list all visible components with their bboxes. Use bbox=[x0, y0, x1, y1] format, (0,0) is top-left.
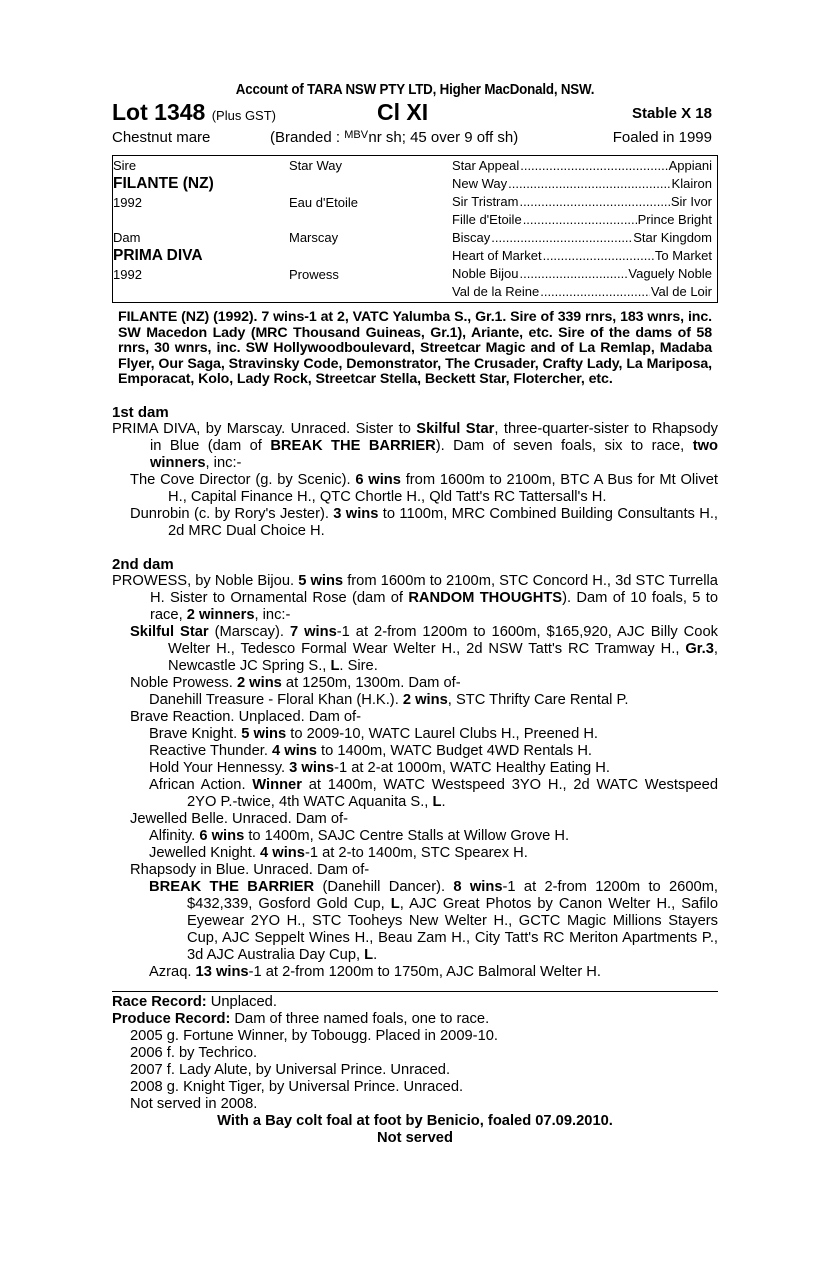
race-record bbox=[112, 994, 718, 1011]
black-type: L bbox=[330, 657, 340, 674]
text: ). Dam of 10 foals, 5 to race, bbox=[150, 589, 718, 623]
black-type: 3 wins bbox=[333, 505, 379, 522]
produce-record bbox=[112, 1011, 718, 1028]
text: , inc:- bbox=[205, 454, 242, 471]
gg-sire: Fille d'Etoile bbox=[452, 212, 522, 227]
produce-item: Not served in 2008. bbox=[130, 1095, 258, 1112]
race-record-label: Race Record: bbox=[112, 993, 207, 1010]
great-grandparent-row bbox=[452, 212, 712, 227]
progeny-entry bbox=[112, 964, 718, 981]
produce-record-label: Produce Record: bbox=[112, 1010, 231, 1027]
progeny-entry bbox=[112, 777, 718, 811]
text: to 1100m, MRC Combined Building Consultants H., 2d MRC Dual Choice H. bbox=[168, 505, 718, 539]
gg-sire: Noble Bijou bbox=[452, 266, 519, 281]
text: Azraq. bbox=[149, 963, 196, 980]
great-grandparent-row bbox=[452, 176, 712, 191]
gg-dam-sire: Star Kingdom bbox=[633, 230, 712, 245]
black-type: Gr.3 bbox=[685, 640, 714, 657]
great-grandparent-row bbox=[452, 194, 712, 209]
black-type: 8 wins bbox=[453, 878, 503, 895]
text: . bbox=[373, 946, 378, 963]
black-type: BREAK THE BARRIER bbox=[270, 437, 436, 454]
progeny-entry bbox=[112, 675, 718, 692]
text: Rhapsody in Blue. Unraced. Dam of- bbox=[130, 861, 370, 878]
section-divider bbox=[112, 991, 718, 992]
black-type: Skilful Star bbox=[416, 420, 495, 437]
progeny-entry bbox=[112, 828, 718, 845]
text: Alfinity. bbox=[149, 827, 200, 844]
lot-label: Lot 1348 bbox=[112, 99, 206, 125]
great-grandparent-row bbox=[452, 158, 712, 173]
first-dam-heading: 1st dam bbox=[112, 403, 169, 421]
produce-record-value: Dam of three named foals, one to race. bbox=[230, 1010, 490, 1027]
brand-suffix: nr sh; 45 over 9 off sh) bbox=[368, 129, 519, 146]
gg-sire: Val de la Reine bbox=[452, 284, 540, 299]
text: . bbox=[441, 793, 446, 810]
leader-dots bbox=[523, 212, 637, 227]
text: The Cove Director (g. by Scenic). bbox=[130, 471, 356, 488]
leader-dots bbox=[520, 266, 628, 281]
text: -1 at 2-at 1000m, WATC Healthy Eating H. bbox=[334, 759, 610, 776]
black-type: L bbox=[432, 793, 442, 810]
produce-item: 2007 f. Lady Alute, by Universal Prince. Unraced. bbox=[130, 1061, 451, 1078]
black-type: BREAK THE BARRIER bbox=[149, 878, 315, 895]
text: African Action. bbox=[149, 776, 253, 793]
horse-sex-colour: Chestnut mare bbox=[112, 129, 211, 146]
gg-dam-sire: Vaguely Noble bbox=[628, 266, 712, 281]
leader-dots bbox=[491, 230, 632, 245]
leader-dots bbox=[520, 158, 667, 173]
pedigree-table bbox=[112, 155, 718, 303]
text: -1 at 2-from 1200m to 2600m, $432,339, Gosford Gold Cup, bbox=[187, 878, 719, 912]
black-type: RANDOM THOUGHTS bbox=[408, 589, 563, 606]
text: from 1600m to 2100m, BTC A Bus for Mt Olivet H., Capital Finance H., QTC Chortle H., Qld Tatt's RC Tattersall's H. bbox=[168, 471, 719, 505]
text: Danehill Treasure - Floral Khan (H.K.). bbox=[149, 691, 403, 708]
black-type: 6 wins bbox=[355, 471, 401, 488]
leader-dots bbox=[508, 176, 670, 191]
gg-dam-sire: Val de Loir bbox=[650, 284, 712, 299]
text: (Marscay). bbox=[208, 623, 290, 640]
second-dam-heading: 2nd dam bbox=[112, 555, 174, 573]
progeny-entry bbox=[112, 624, 718, 675]
progeny-entry bbox=[112, 743, 718, 760]
black-type: Skilful Star bbox=[130, 623, 209, 640]
text: at 1250m, 1300m. Dam of- bbox=[281, 674, 461, 691]
leader-dots bbox=[543, 248, 654, 263]
foal-at-foot-note: With a Bay colt foal at foot by Benicio, foaled 07.09.2010. bbox=[217, 1112, 613, 1129]
sale-class: Cl XI bbox=[377, 99, 429, 125]
sire-summary: FILANTE (NZ) (1992). 7 wins-1 at 2, VATC Yalumba S., Gr.1. Sire of 339 rnrs, 183 wnrs, inc. SW Macedon Lady (MRC Thousand Guineas, Gr.1), Ariante, etc. Sire of the dams of 58 rnrs, 30 wnrs, inc. SW Hollywoodboulevard, Streetcar Magic and of La Remlap, Madaba Flyer, Our Saga, Stravinsky Code, Demonstrator, The Crusader, Crafty Lady, La Mariposa, Emporacat, Kolo, Lady Rock, Streetcar Stella, Beckett Star, Flotercher, etc. bbox=[118, 309, 712, 387]
great-grandparent-row bbox=[452, 248, 712, 263]
text: PRIMA DIVA, by Marscay. Unraced. Sister to bbox=[112, 420, 417, 437]
text: (Danehill Dancer). bbox=[314, 878, 454, 895]
text: PROWESS, by Noble Bijou. bbox=[112, 572, 299, 589]
text: -1 at 2-to 1400m, STC Spearex H. bbox=[304, 844, 528, 861]
brand-mark-icon: MBV bbox=[344, 129, 369, 141]
dam-year: 1992 bbox=[113, 267, 142, 282]
leader-dots bbox=[540, 284, 650, 299]
black-type: 13 wins bbox=[195, 963, 249, 980]
black-type: L bbox=[390, 895, 400, 912]
catalogue-page bbox=[112, 82, 718, 1147]
great-grandparent-row bbox=[452, 284, 712, 299]
gg-dam-sire: Prince Bright bbox=[637, 212, 712, 227]
progeny-entry bbox=[112, 506, 718, 540]
progeny-entry bbox=[112, 760, 718, 777]
text: , three-quarter-sister to Rhapsody in Blue (dam of bbox=[150, 420, 718, 454]
brand-prefix: (Branded : bbox=[270, 129, 341, 146]
text: Brave Knight. bbox=[149, 725, 242, 742]
sire-year: 1992 bbox=[113, 195, 142, 210]
text: , Newcastle JC Spring S., bbox=[168, 640, 718, 674]
first-dam-paragraph bbox=[112, 421, 718, 472]
race-record-value: Unplaced. bbox=[206, 993, 277, 1010]
black-type: 4 wins bbox=[272, 742, 317, 759]
produce-item: 2006 f. by Techrico. bbox=[130, 1044, 258, 1061]
text: Hold Your Hennessy. bbox=[149, 759, 290, 776]
text: to 1400m, WATC Budget 4WD Rentals H. bbox=[316, 742, 593, 759]
foaled-year: Foaled in 1999 bbox=[612, 129, 712, 146]
granddam-sire: Eau d'Etoile bbox=[289, 195, 358, 210]
dam-name: PRIMA DIVA bbox=[113, 247, 203, 264]
gg-dam-sire: Appiani bbox=[668, 158, 712, 173]
black-type: 6 wins bbox=[199, 827, 245, 844]
gg-sire: Sir Tristram bbox=[452, 194, 519, 209]
served-note: Not served bbox=[377, 1129, 453, 1146]
text: to 1400m, SAJC Centre Stalls at Willow Grove H. bbox=[244, 827, 570, 844]
text: Noble Prowess. bbox=[130, 674, 237, 691]
gg-dam-sire: To Market bbox=[654, 248, 712, 263]
text: to 2009-10, WATC Laurel Clubs H., Preened H. bbox=[286, 725, 599, 742]
gg-sire: New Way bbox=[452, 176, 508, 191]
text: -1 at 2-from 1200m to 1600m, $165,920, AJC Billy Cook Welter H., Tedesco Formal Wear Welter H., 2d NSW Tatt's RC Tramway H., bbox=[168, 623, 718, 657]
grandsire-sire: Star Way bbox=[289, 158, 342, 173]
black-type: two winners bbox=[150, 437, 718, 471]
progeny-entry bbox=[112, 709, 718, 726]
lot-row bbox=[112, 99, 718, 127]
second-dam-paragraph bbox=[112, 573, 718, 624]
gg-dam-sire: Klairon bbox=[671, 176, 712, 191]
stable-number: Stable X 18 bbox=[631, 105, 712, 122]
text: , inc:- bbox=[254, 606, 291, 623]
progeny-entry bbox=[112, 726, 718, 743]
black-type: 4 wins bbox=[260, 844, 305, 861]
black-type: 2 wins bbox=[236, 674, 282, 691]
sire-label: Sire bbox=[113, 158, 137, 173]
progeny-entry bbox=[112, 811, 718, 828]
text: Jewelled Knight. bbox=[149, 844, 261, 861]
black-type: 7 wins bbox=[289, 623, 337, 640]
text: Reactive Thunder. bbox=[149, 742, 273, 759]
horse-description-row bbox=[112, 129, 718, 153]
lot-number bbox=[112, 99, 276, 126]
gg-dam-sire: Sir Ivor bbox=[670, 194, 712, 209]
text: Jewelled Belle. Unraced. Dam of- bbox=[130, 810, 348, 827]
text: , AJC Great Photos by Canon Welter H., Safilo Eyewear 2YO H., STC Tooheys New Welter H., GCTC Magic Millions Stayers Cup, AJC Seppelt Wines H., Beau Zam H., City Tatt's RC Meriton Apartments P., 3d AJC Australia Day Cup, bbox=[187, 895, 718, 963]
black-type: 2 wins bbox=[402, 691, 448, 708]
granddam-dam: Prowess bbox=[289, 267, 339, 282]
text: ). Dam of seven foals, six to race, bbox=[435, 437, 693, 454]
text: -1 at 2-from 1200m to 1750m, AJC Balmoral Welter H. bbox=[248, 963, 601, 980]
black-type: 5 wins bbox=[241, 725, 287, 742]
grandsire-dam: Marscay bbox=[289, 230, 339, 245]
produce-item: 2008 g. Knight Tiger, by Universal Prince. Unraced. bbox=[130, 1078, 464, 1095]
text: Brave Reaction. Unplaced. Dam of- bbox=[130, 708, 362, 725]
progeny-entry bbox=[112, 845, 718, 862]
progeny-entry bbox=[112, 692, 718, 709]
gg-sire: Biscay bbox=[452, 230, 491, 245]
gg-sire: Heart of Market bbox=[452, 248, 542, 263]
text: from 1600m to 2100m, STC Concord H., 3d STC Turrella H. Sister to Ornamental Rose (dam of bbox=[150, 572, 718, 606]
black-type: 3 wins bbox=[289, 759, 335, 776]
text: at 1400m, WATC Westspeed 3YO H., 2d WATC Westspeed 2YO P.-twice, 4th WATC Aquanita S., bbox=[187, 776, 719, 810]
progeny-entry bbox=[112, 472, 718, 506]
progeny-entry bbox=[112, 879, 718, 964]
black-type: 2 winners bbox=[186, 606, 255, 623]
great-grandparent-row bbox=[452, 266, 712, 281]
black-type: L bbox=[364, 946, 374, 963]
gg-sire: Star Appeal bbox=[452, 158, 520, 173]
brand-description bbox=[270, 129, 518, 146]
vendor-account: Account of TARA NSW PTY LTD, Higher MacDonald, NSW. bbox=[235, 82, 595, 98]
black-type: 5 wins bbox=[298, 572, 344, 589]
text: . Sire. bbox=[339, 657, 378, 674]
text: , STC Thrifty Care Rental P. bbox=[447, 691, 629, 708]
produce-item: 2005 g. Fortune Winner, by Tobougg. Placed in 2009-10. bbox=[130, 1027, 498, 1044]
dam-label: Dam bbox=[113, 230, 141, 245]
sire-name: FILANTE (NZ) bbox=[113, 175, 214, 192]
black-type: Winner bbox=[252, 776, 302, 793]
great-grandparent-row bbox=[452, 230, 712, 245]
progeny-entry bbox=[112, 862, 718, 879]
text: Dunrobin (c. by Rory's Jester). bbox=[130, 505, 334, 522]
plus-gst-note: (Plus GST) bbox=[211, 108, 277, 123]
leader-dots bbox=[519, 194, 669, 209]
